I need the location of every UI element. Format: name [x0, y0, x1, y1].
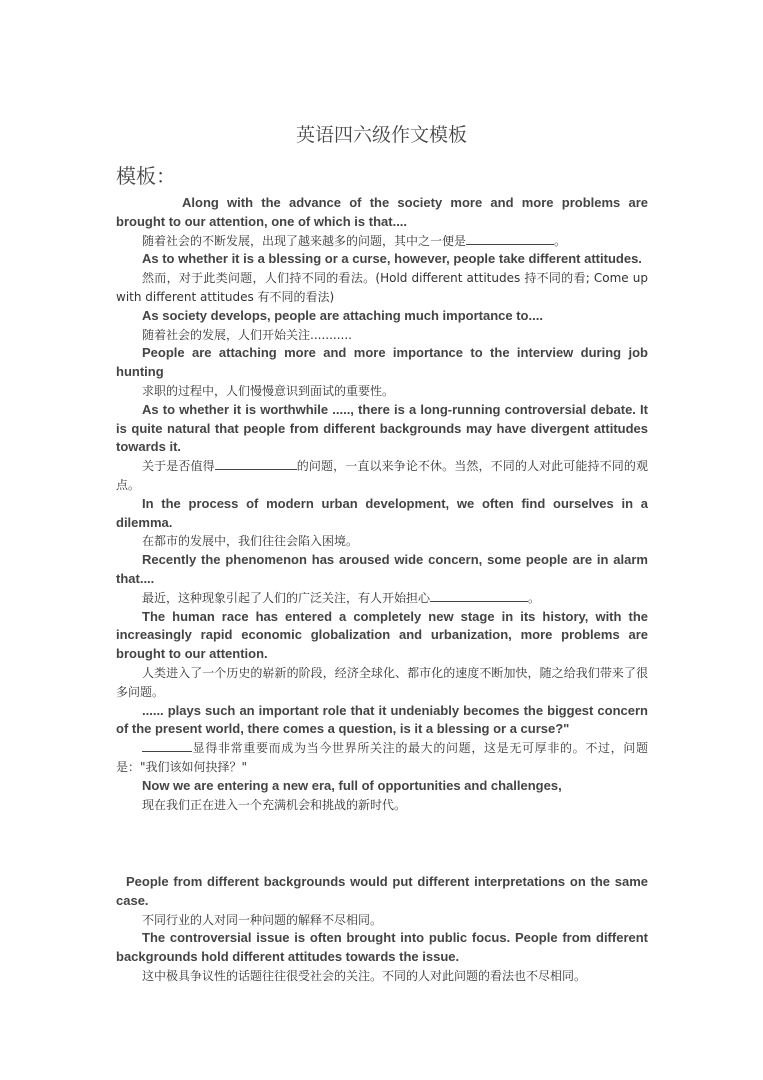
template-sentence-zh: 求职的过程中，人们慢慢意识到面试的重要性。 — [142, 383, 395, 398]
template-sentence-zh: 现在我们正在进入一个充满机会和挑战的新时代。 — [142, 797, 407, 812]
template-sentence-zh: 这中极具争议性的话题往往很受社会的关注。不同的人对此问题的看法也不尽相同。 — [142, 968, 587, 983]
fill-in-blank — [215, 457, 297, 470]
template-sentence-zh: 在都市的发展中，我们往往会陷入困境。 — [142, 534, 359, 549]
template-sentence-en: In the process of modern urban development, we often find ourselves in a dilemma. — [116, 495, 648, 530]
template-sentence-zh: 不同行业的人对同一种问题的解释不尽相同。 — [142, 912, 383, 927]
fill-in-blank — [142, 739, 192, 752]
template-sentence-en: Along with the advance of the society more and more problems are brought to our attention, one of which is that.... — [116, 195, 648, 229]
template-sentence-en: As to whether it is a blessing or a curse, however, people take different attitudes. — [142, 251, 642, 267]
sentence-text: 随着社会的不断发展，出现了越来越多的问题，其中之一便是 — [142, 233, 467, 248]
template-sentence-zh — [116, 589, 648, 608]
sentence-text: 的问题，一直以来争论不休。当然，不同的人对此可能持不同的观点。 — [116, 459, 648, 492]
template-section-2 — [116, 873, 648, 986]
template-sentence-en: People from different backgrounds would put different interpretations on the same case. — [116, 874, 648, 908]
template-sentence-en: The controversial issue is often brought into public focus. People from different backgrounds hold different attitudes towards the issue. — [116, 930, 648, 965]
template-sentence-en: People are attaching more and more importance to the interview during job hunting — [116, 345, 648, 380]
template-sentence-en: As to whether it is worthwhile ....., there is a long-running controversial debate. It is quite natural that people from different backgrounds may have divergent attitudes towards it. — [116, 401, 648, 455]
template-sentence-zh: 人类进入了一个历史的崭新的阶段，经济全球化、都市化的速度不断加快，随之给我们带来了很多问题。 — [116, 665, 648, 699]
template-sentence-en: Now we are entering a new era, full of opportunities and challenges, — [142, 777, 562, 793]
section-heading: 模板： — [116, 164, 176, 188]
document-title: 英语四六级作文模板 — [295, 124, 467, 146]
template-sentence-zh — [116, 232, 648, 251]
sentence-text: 。 — [554, 233, 567, 248]
sentence-text: 关于是否值得 — [142, 459, 215, 474]
sentence-text: 最近，这种现象引起了人们的广泛关注，有人开始担心 — [142, 590, 431, 605]
template-sentence-zh — [116, 457, 648, 495]
template-sentence-zh: 随着社会的发展，人们开始关注........... — [142, 327, 352, 342]
sentence-text: 显得非常重要而成为当今世界所关注的最大的问题，这是无可厚非的。不过，问题是："我们该如何抉择？" — [116, 741, 648, 774]
sentence-text: 。 — [528, 590, 541, 605]
template-section-1 — [116, 194, 648, 814]
template-sentence-en: The human race has entered a completely new stage in its history, with the increasingly rapid economic globalization and urbanization, more problems are brought to our attention. — [116, 608, 648, 662]
template-sentence-zh — [116, 739, 648, 777]
fill-in-blank — [430, 589, 528, 602]
template-sentence-en: Recently the phenomenon has aroused wide concern, some people are in alarm that.... — [116, 552, 648, 586]
template-sentence-en: As society develops, people are attaching much importance to.... — [142, 307, 543, 323]
fill-in-blank — [466, 232, 554, 245]
template-sentence-zh: 然而，对于此类问题，人们持不同的看法。(Hold different attitudes 持不同的看; Come up with different attitudes 有不同的看法) — [116, 271, 648, 304]
template-sentence-en: ...... plays such an important role that it undeniably becomes the biggest concern of the present world, there comes a question, is it a blessing or a curse?" — [116, 702, 648, 737]
